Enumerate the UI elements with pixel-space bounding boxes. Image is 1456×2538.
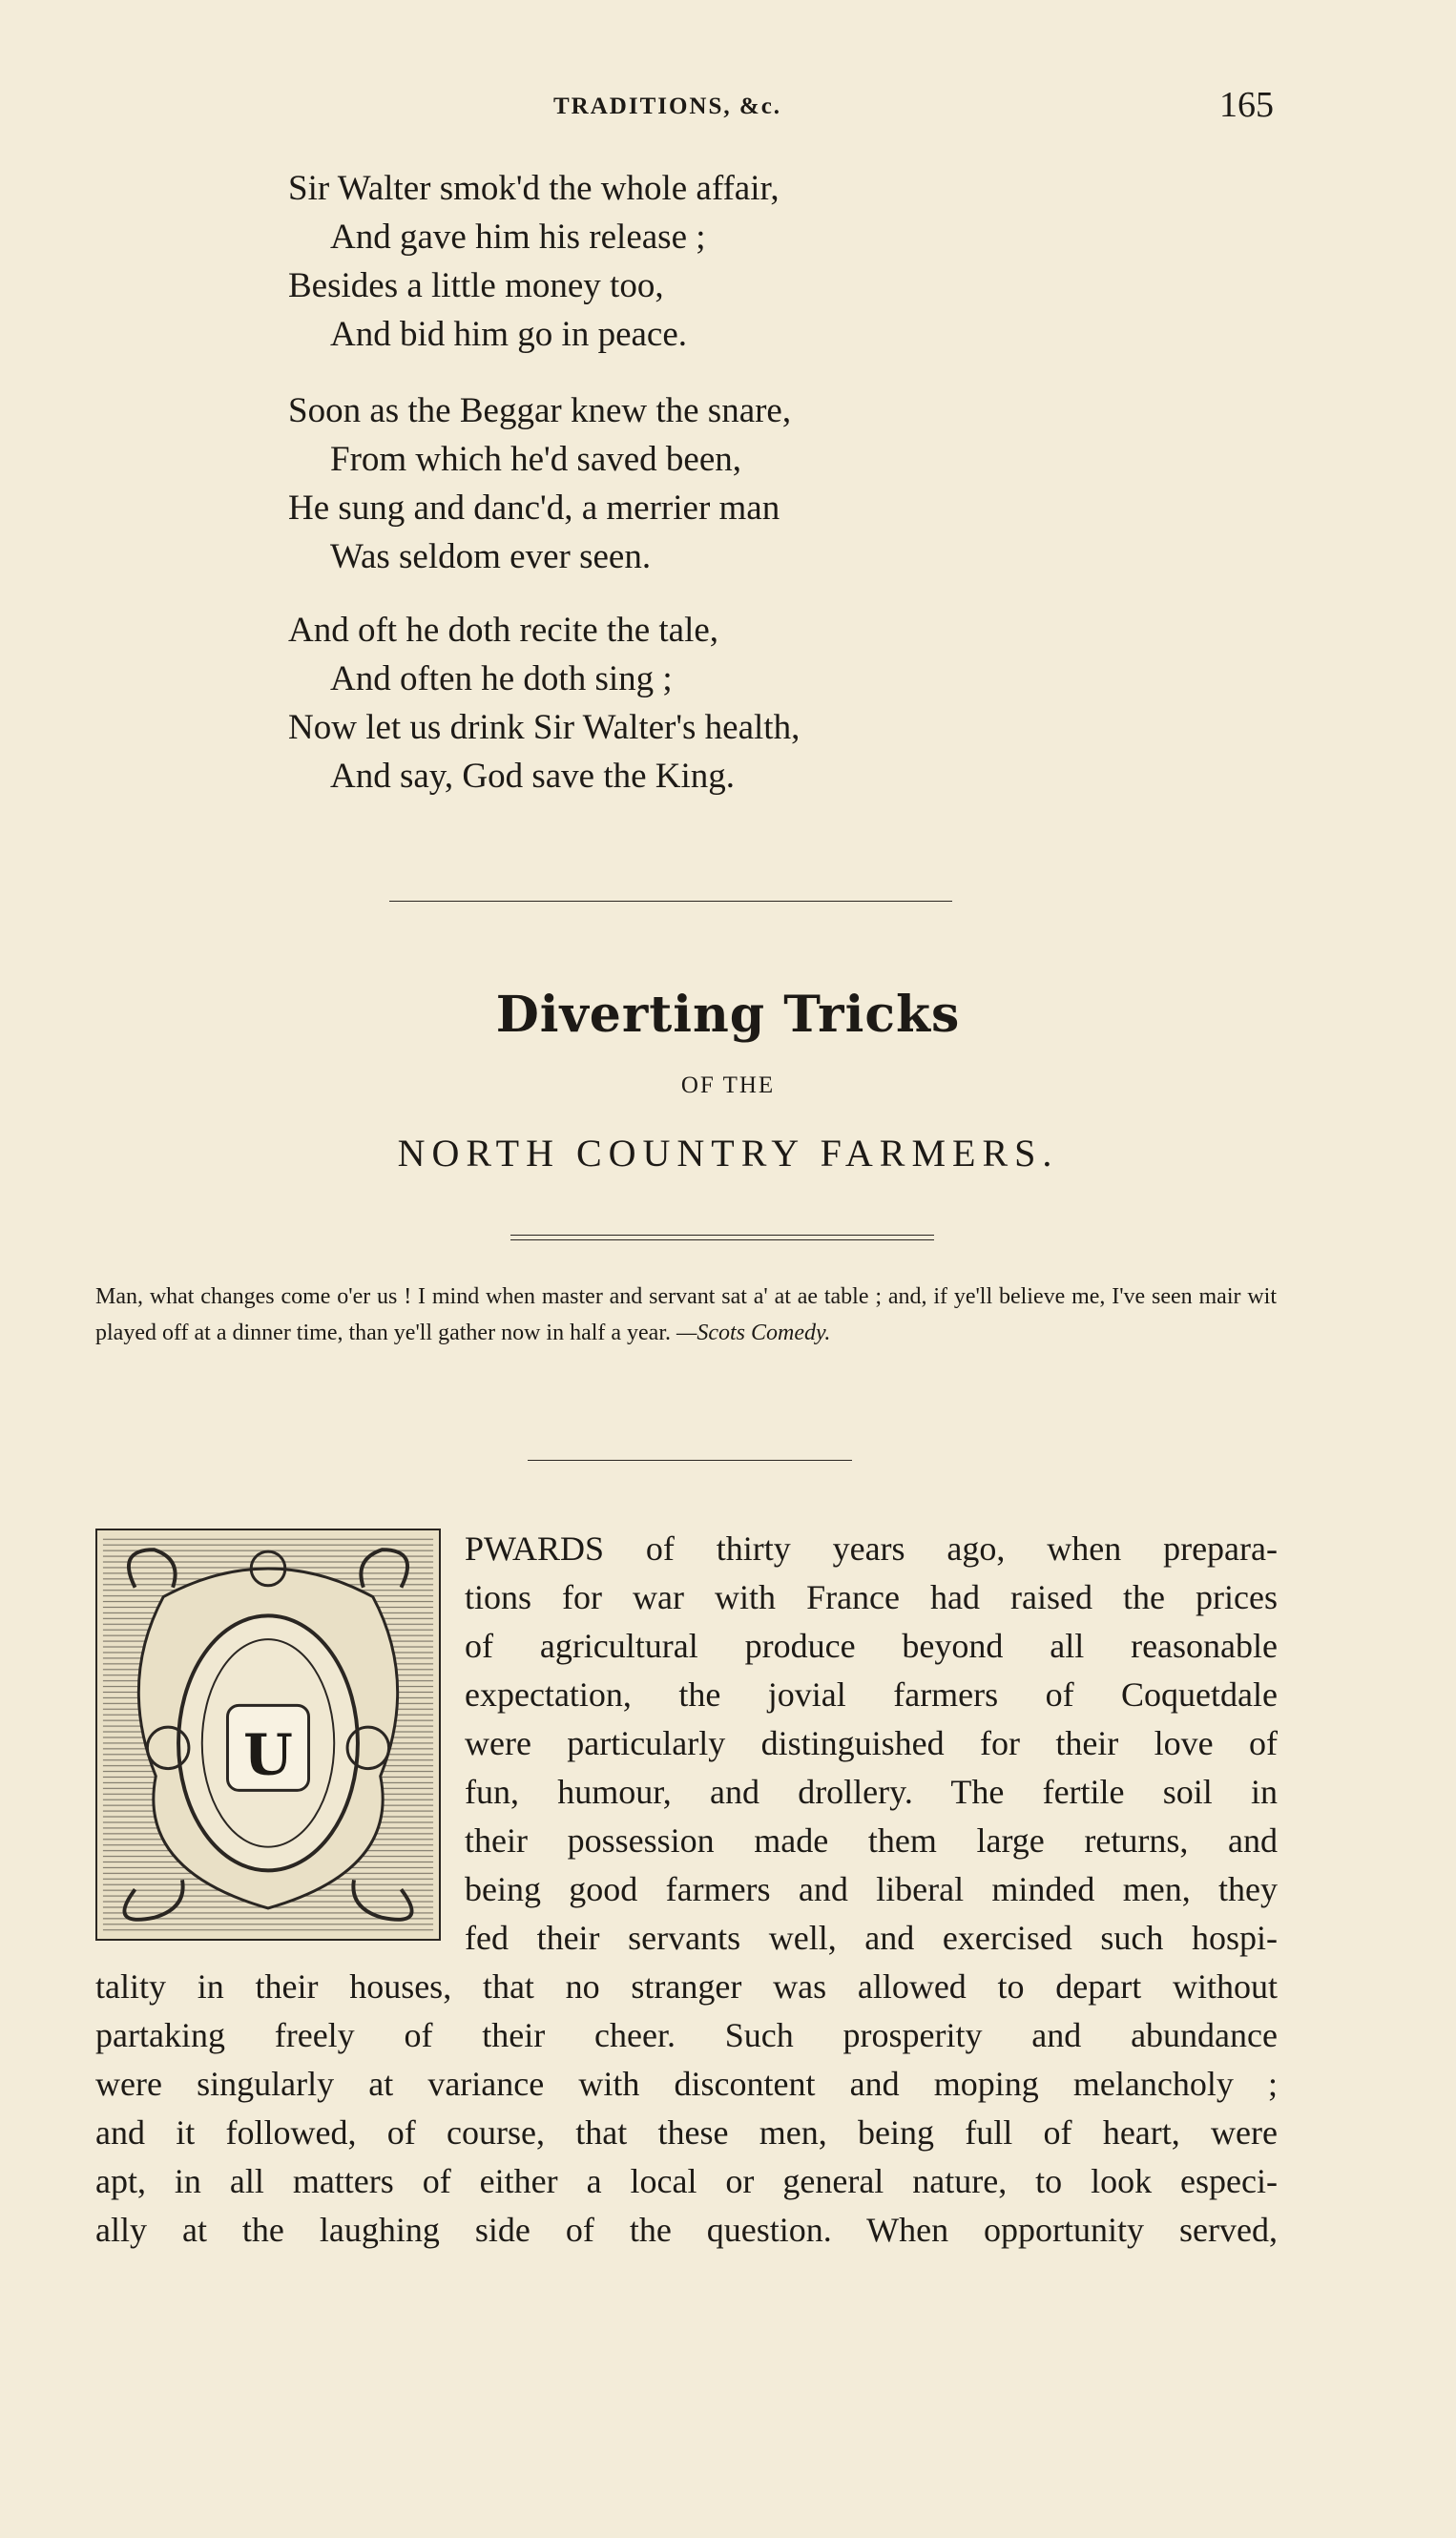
paragraph-full-width (95, 1963, 1278, 2255)
ornamental-drop-cap (95, 1529, 441, 1941)
chapter-subtitle: NORTH COUNTRY FARMERS. (397, 1132, 1059, 1175)
verse-line: Besides a little money too, (288, 266, 664, 305)
epigraph-citation: —Scots Comedy. (676, 1321, 831, 1345)
epigraph-divider (528, 1460, 852, 1461)
chapter-of-the: OF THE (680, 1072, 776, 1098)
poem-stanza-1 (288, 164, 1242, 359)
verse-line: Was seldom ever seen. (330, 537, 652, 576)
verse-line: And often he doth sing ; (330, 659, 673, 698)
drop-cap-ornament-icon (97, 1530, 439, 1939)
paragraph-line: fed their servants well, and exercised such hospi- (465, 1919, 1278, 1957)
verse-line: Soon as the Beggar knew the snare, (288, 391, 792, 430)
paragraph-line: fun, humour, and drollery. The fertile soil in (465, 1773, 1278, 1811)
paragraph-beside-cap (465, 1525, 1278, 1963)
paragraph-line: expectation, the jovial farmers of Coquetdale (465, 1675, 1278, 1714)
section-divider (389, 901, 952, 902)
verse-line: And bid him go in peace. (330, 315, 688, 354)
running-title: TRADITIONS, &c. (553, 94, 782, 119)
paragraph-line: their possession made them large returns, and (465, 1821, 1278, 1860)
paragraph-line: being good farmers and liberal minded men, they (465, 1870, 1278, 1908)
paragraph-line: tality in their houses, that no stranger was allowed to depart without (95, 1967, 1278, 2006)
paragraph-line: and it followed, of course, that these men, being full of heart, were (95, 2113, 1278, 2152)
epigraph-text: Man, what changes come o'er us ! I mind when master and servant sat a' at ae table ; and, if ye'll believe me, I've seen mair wit played off at a dinner time, than ye'll gather now in half a year. (95, 1284, 1277, 1345)
verse-line: Now let us drink Sir Walter's health, (288, 708, 801, 747)
verse-line: Sir Walter smok'd the whole affair, (288, 169, 780, 208)
paragraph-line: were particularly distinguished for their love of (465, 1724, 1278, 1762)
title-double-rule (510, 1235, 934, 1236)
verse-line: And say, God save the King. (330, 757, 736, 796)
paragraph-line: PWARDS of thirty years ago, when prepara- (465, 1529, 1278, 1568)
paragraph-line: apt, in all matters of either a local or general nature, to look especi- (95, 2162, 1278, 2200)
paragraph-line: ally at the laughing side of the question. When opportunity served, (95, 2211, 1278, 2249)
poem-stanza-3 (288, 606, 1242, 801)
drop-cap-letter: U (243, 1720, 293, 1788)
paragraph-line: tions for war with France had raised the prices (465, 1578, 1278, 1616)
verse-line: And oft he doth recite the tale, (288, 611, 719, 650)
chapter-title: Diverting Tricks (495, 986, 961, 1044)
verse-line: And gave him his release ; (330, 218, 706, 257)
verse-line: He sung and danc'd, a merrier man (288, 489, 780, 528)
paragraph-line: partaking freely of their cheer. Such prosperity and abundance (95, 2016, 1278, 2054)
page-number: 165 (1219, 85, 1274, 125)
paragraph-line: were singularly at variance with discontent and moping melancholy ; (95, 2065, 1278, 2103)
paragraph-line: of agricultural produce beyond all reasonable (465, 1627, 1278, 1665)
verse-line: From which he'd saved been, (330, 440, 742, 479)
poem-stanza-2 (288, 386, 1242, 581)
epigraph (95, 1279, 1277, 1351)
